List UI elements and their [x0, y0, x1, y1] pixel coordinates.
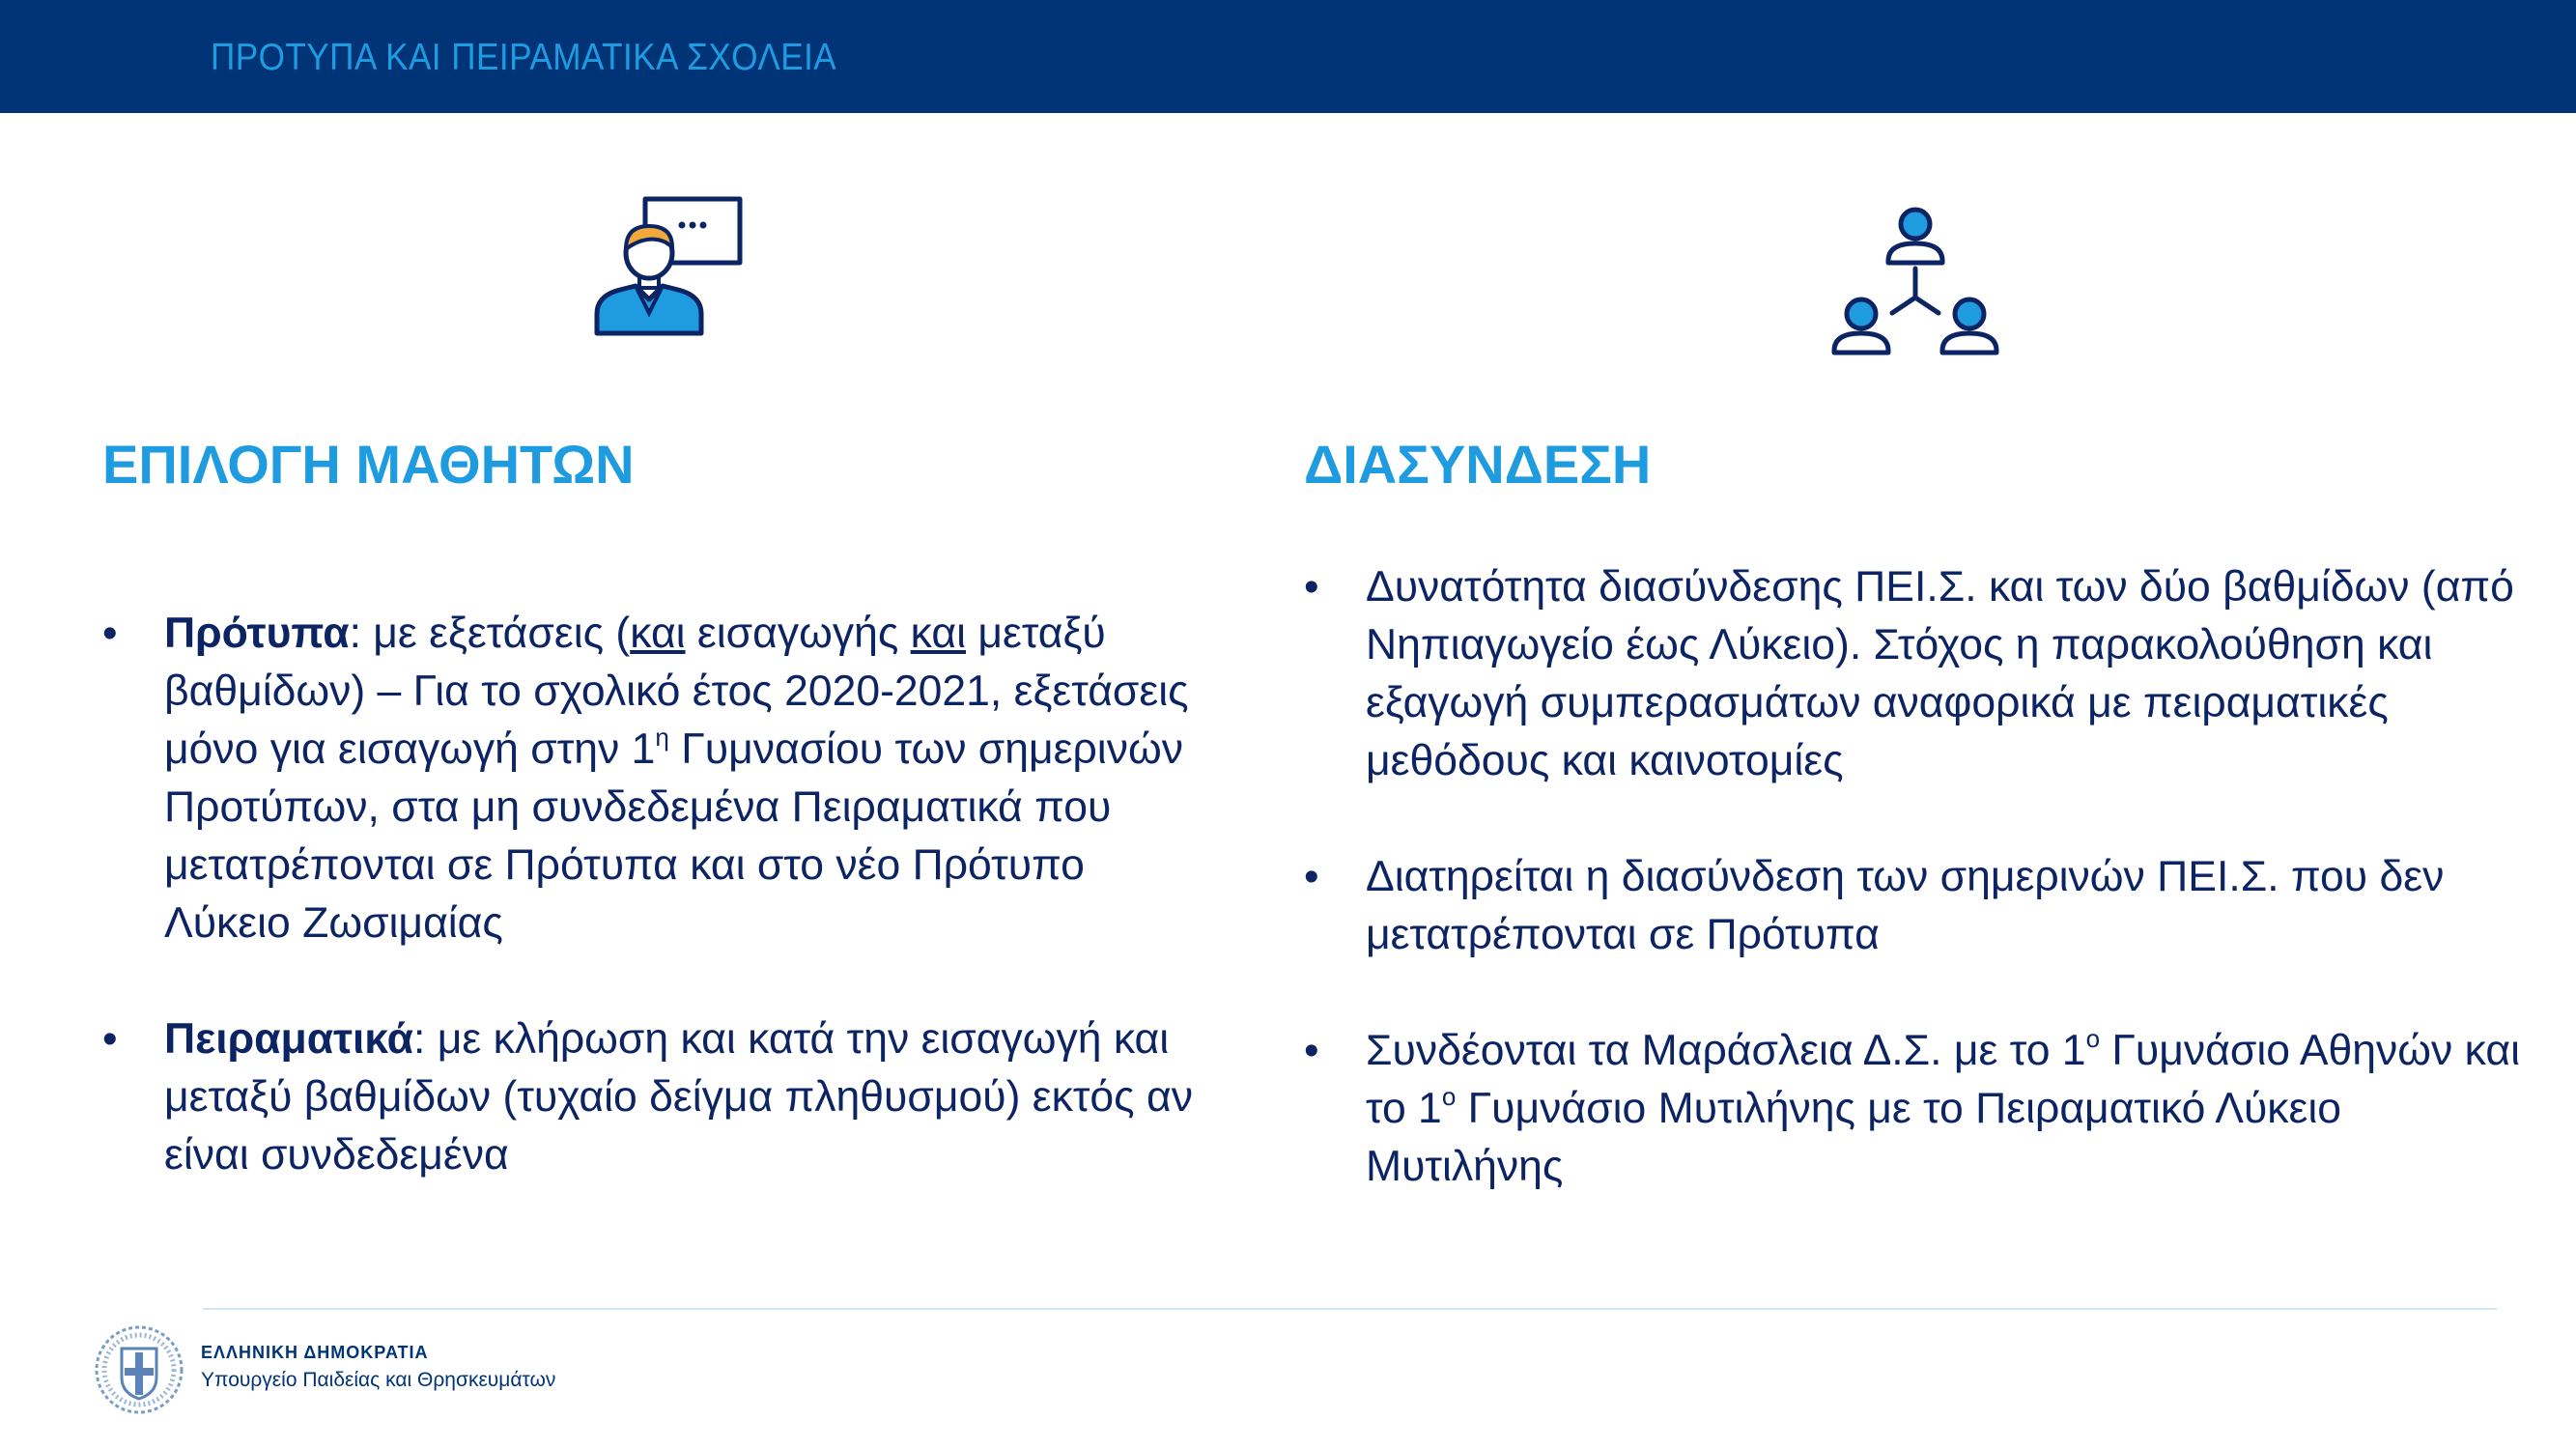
page-title: ΠΡΟΤΥΠΑ ΚΑΙ ΠΕΙΡΑΜΑΤΙΚΑ ΣΧΟΛΕΙΑ — [211, 37, 837, 78]
bullet-dot: • — [1304, 563, 1319, 611]
people-network-icon — [1828, 203, 2002, 357]
left-column-heading: ΕΠΙΛΟΓΗ ΜΑΘΗΤΩΝ — [102, 434, 635, 495]
list-item — [1304, 848, 2521, 964]
bullet-text: Δυνατότητα διασύνδεσης ΠΕΙ.Σ. και των δύο βαθμίδων (από Νηπιαγωγείο έως Λύκειο). Στόχος η παρακολούθηση και εξαγωγή συμπερασμάτων αναφορικά με πειραματικές μεθόδους και καινοτομίες — [1366, 563, 2514, 784]
list-item — [102, 1010, 1213, 1184]
bullet-text: εισαγωγής — [685, 610, 911, 657]
footer-ministry: Υπουργείο Παιδείας και Θρησκευμάτων — [201, 1369, 556, 1391]
bullet-dot: • — [1304, 1027, 1319, 1074]
speaker-with-speech-bubble-icon — [587, 193, 751, 338]
header-bar — [0, 0, 2576, 113]
bullet-text: Διατηρείται η διασύνδεση των σημερινών ΠΕΙ.Σ. που δεν μετατρέπονται σε Πρότυπα — [1366, 853, 2445, 958]
superscript: ο — [2085, 1024, 2101, 1053]
bullet-text: Γυμνάσιο Μυτιλήνης με το Πειραματικό Λύκειο Μυτιλήνης — [1366, 1085, 2342, 1190]
bullet-text: Γυμνασίου των σημερινών Προτύπων, στα μη συνδεδεμένα Πειραματικά που μετατρέπονται σε Πρότυπα και στο νέο Πρότυπο Λύκειο Ζωσιμαίας — [164, 725, 1183, 947]
right-bullet-list — [1304, 558, 2521, 1196]
bullet-dot: • — [102, 1015, 118, 1063]
right-column-heading: ΔΙΑΣΥΝΔΕΣΗ — [1304, 434, 1652, 495]
bullet-term: Πρότυπα — [164, 610, 350, 657]
bullet-text: : με κλήρωση και κατά την εισαγωγή και μεταξύ βαθμίδων (τυχαίο δείγμα πληθυσμού) εκτός αν είναι συνδεδεμένα — [164, 1015, 1193, 1179]
bullet-text: Γυμνάσιο Αθηνών και το 1 — [1366, 1027, 2520, 1132]
bullet-text: : με εξετάσεις ( — [349, 610, 631, 657]
bullet-text: μεταξύ βαθμίδων) – Για το σχολικό έτος 2020-2021, εξετάσεις μόνο για εισαγωγή στην 1 — [164, 610, 1189, 773]
greek-coat-of-arms-icon — [93, 1323, 185, 1416]
list-item — [102, 605, 1213, 952]
list-item — [1304, 1022, 2521, 1196]
bullet-dot: • — [102, 610, 118, 657]
bullet-term: Πειραματικά — [164, 1015, 414, 1063]
superscript: ο — [1441, 1082, 1457, 1111]
bullet-text: Συνδέονται τα Μαράσλεια Δ.Σ. με το 1 — [1366, 1027, 2086, 1074]
footer-divider — [203, 1308, 2497, 1310]
underlined-word: και — [630, 610, 686, 657]
footer-organization: ΕΛΛΗΝΙΚΗ ΔΗΜΟΚΡΑΤΙΑ — [201, 1343, 429, 1362]
list-item — [1304, 558, 2521, 790]
superscript: η — [655, 723, 669, 752]
bullet-dot: • — [1304, 853, 1319, 900]
underlined-word: και — [910, 610, 966, 657]
left-bullet-list — [102, 605, 1213, 1184]
